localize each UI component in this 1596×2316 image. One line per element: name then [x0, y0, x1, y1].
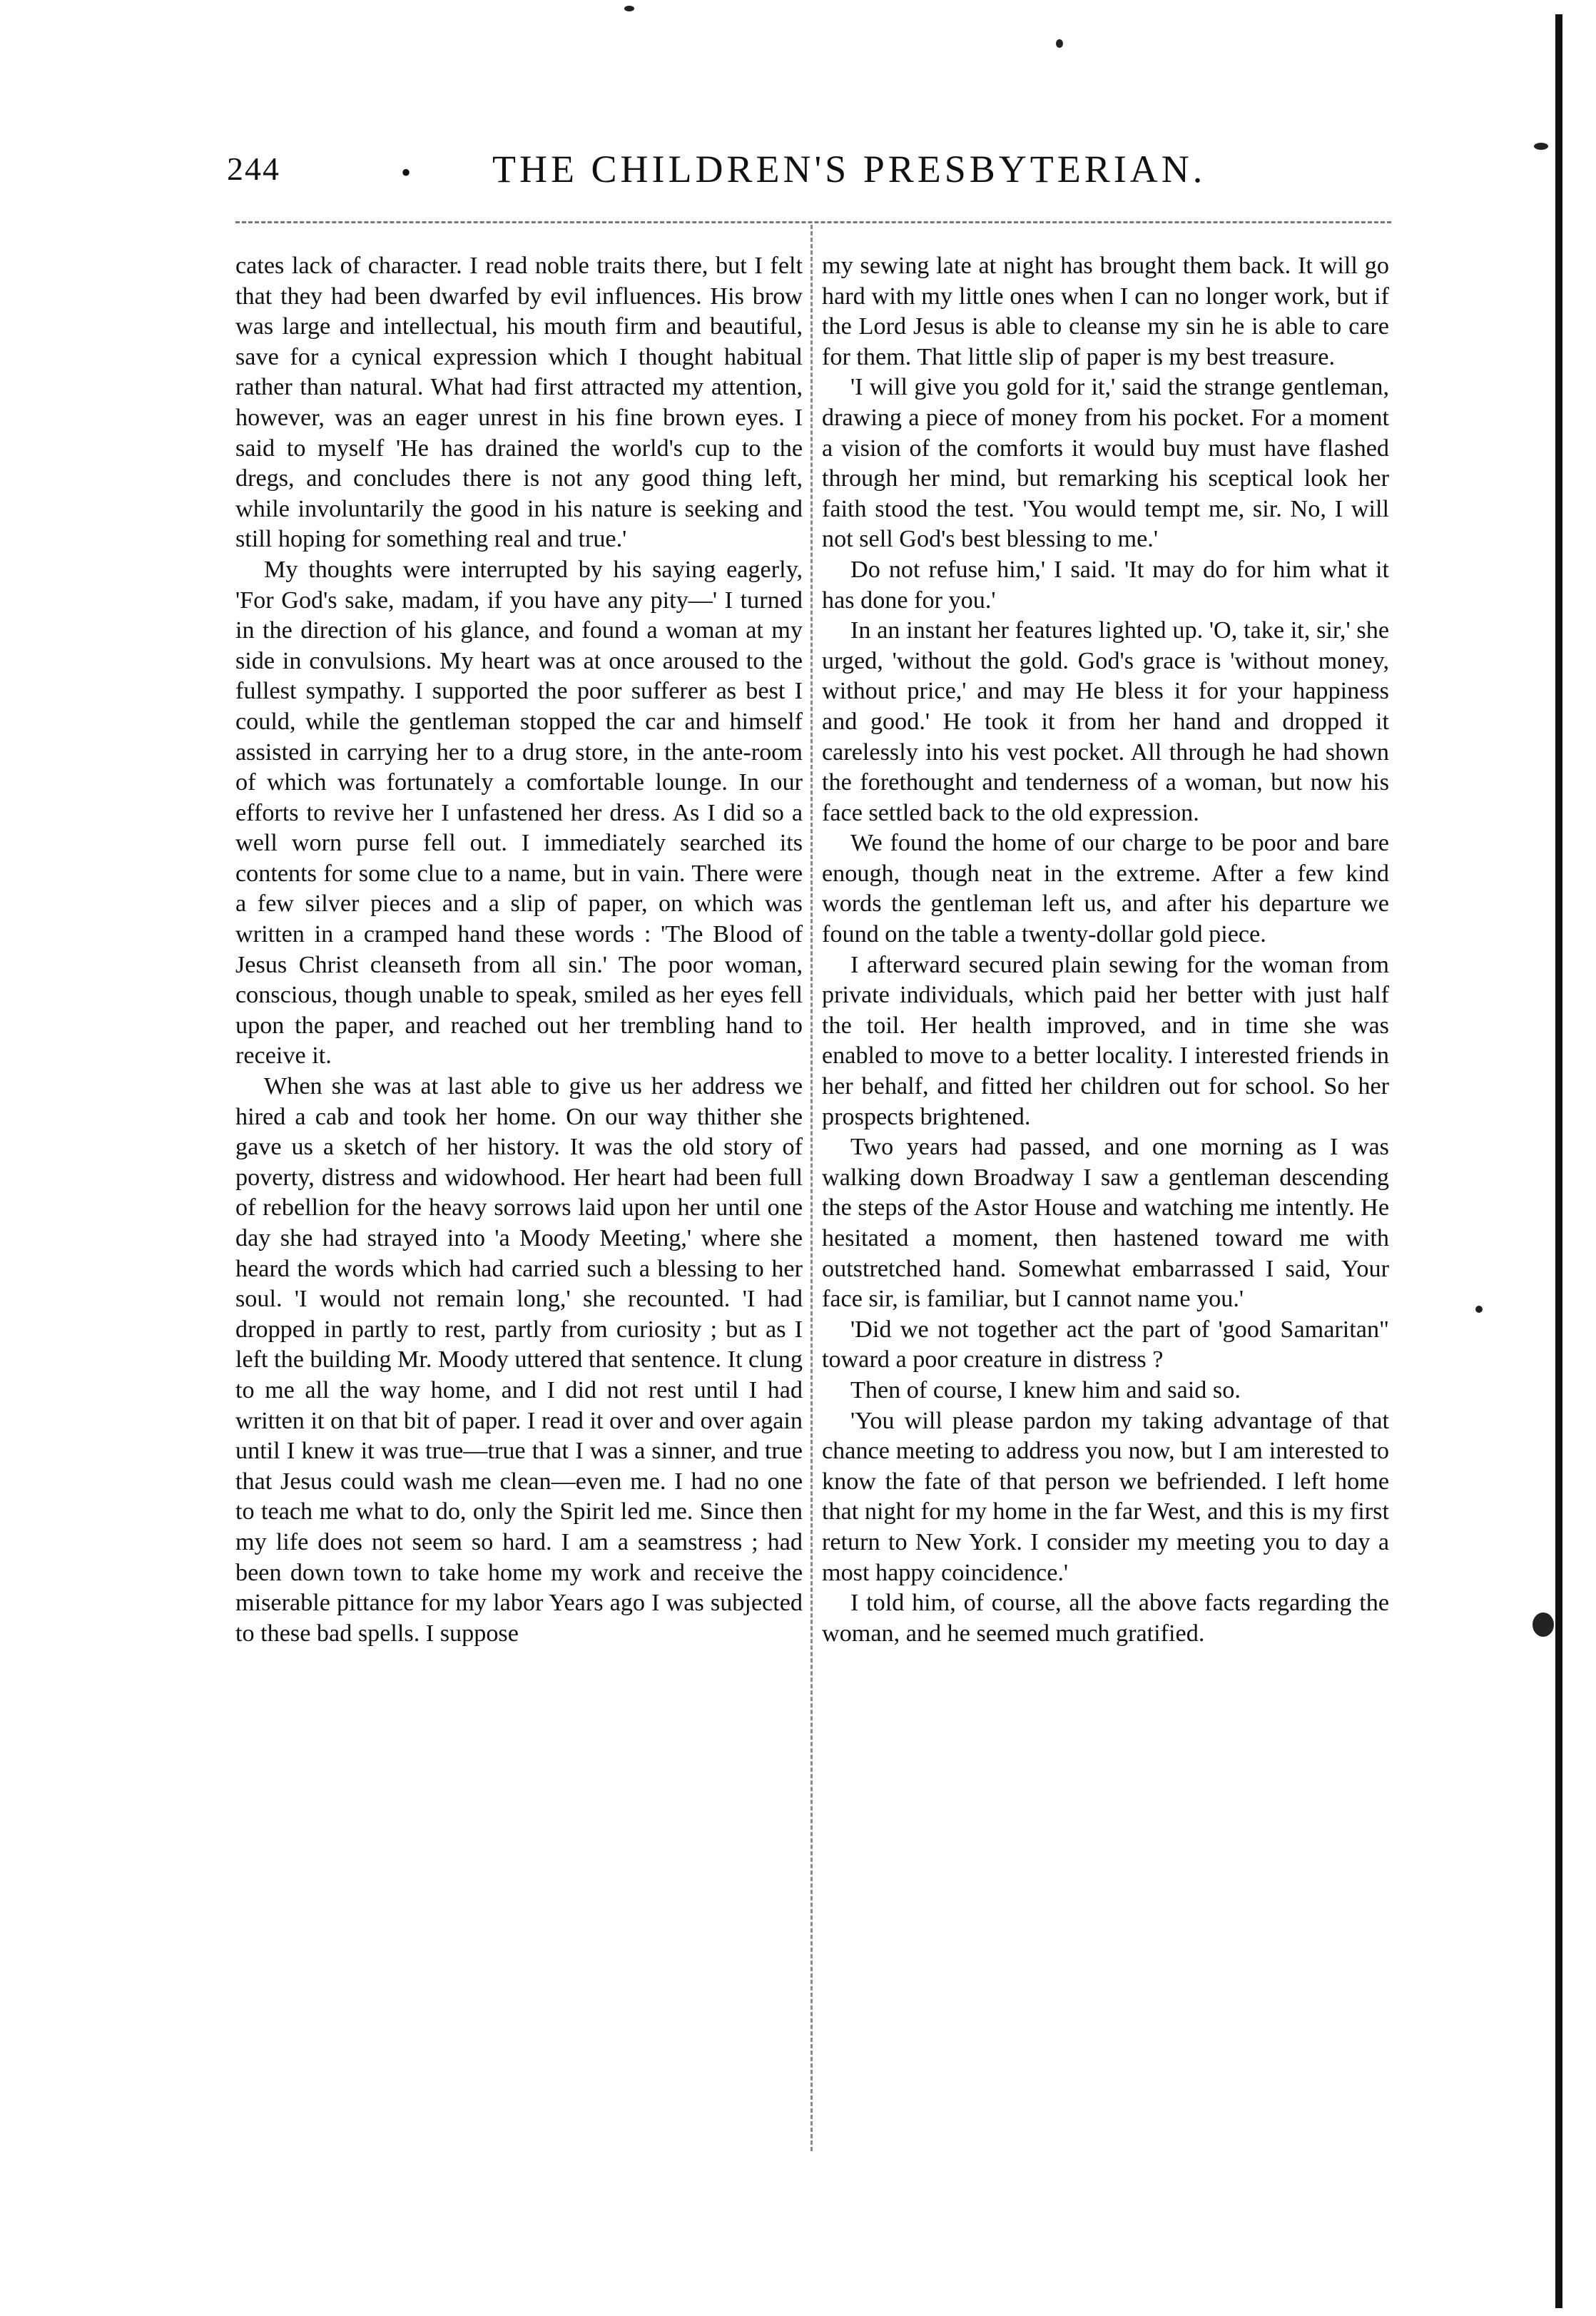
paragraph: I told him, of course, all the above facts regarding the woman, and he seemed much gratified. [822, 1590, 1389, 1647]
paragraph: We found the home of our charge to be poor and bare enough, though neat in the extreme. After a few kind words the gentleman left us, and after his departure we found on the table a twenty-dollar gold piece. [822, 830, 1389, 948]
ink-speck [1056, 39, 1063, 48]
paragraph: 'Did we not together act the part of 'good Samaritan" toward a poor creature in distress ? [822, 1316, 1389, 1373]
paragraph: my sewing late at night has brought them back. It will go hard with my little ones when I can no longer work, but if the Lord Jesus is able to cleanse my sin he is able to care for them. That little slip of paper is my best treasure. [822, 253, 1389, 370]
paragraph: Then of course, I knew him and said so. [850, 1376, 1241, 1403]
column-divider [810, 225, 813, 2151]
paragraph: 'You will please pardon my taking advantage of that chance meeting to address you now, but I am interested to know the fate of that person we befriended. I left home that night for my home in the far West, and this is my first return to New York. I consider my meeting you to day a most happy coincidence.' [822, 1407, 1389, 1586]
ink-speck [624, 6, 634, 11]
paragraph: My thoughts were interrupted by his saying eagerly, 'For God's sake, madam, if you have any pity—' I turned in the direction of his glance, and found a woman at my side in convulsions. My heart was at once aroused to the fullest sympathy. I supported the poor sufferer as best I could, while the gentleman stopped the car and himself assisted in carrying her to a drug store, in the ante-room of which was fortunately a comfortable lounge. In our efforts to revive her I unfastened her dress. As I did so a well worn purse fell out. I immediately searched its contents for some clue to a name, but in vain. There were a few silver pieces and a slip of paper, on which was written in a cramped hand these words : 'The Blood of Jesus Christ cleanseth from all sin.' The poor woman, conscious, though unable to speak, smiled as her eyes fell upon the paper, and reached out her trembling hand to receive it. [235, 556, 803, 1070]
paragraph: When she was at last able to give us her address we hired a cab and took her home. On our way thither she gave us a sketch of her history. It was the old story of poverty, distress and widowhood. Her heart had been full of rebellion for the heavy sorrows laid upon her until one day she had strayed into 'a Moody Meeting,' where she heard the words which had carried such a blessing to her soul. 'I would not remain long,' she recounted. 'I had dropped in partly to rest, partly from curiosity ; but as I left the building Mr. Moody uttered that sentence. It clung to me all the way home, and I did not rest until I had written it on that bit of paper. I read it over and over again until I knew it was true—true that I was a sinner, and true that Jesus could wash me clean—even me. I had no one to teach me what to do, only the Spirit led me. Since then my life does not seem so hard. I am a seamstress ; had been down town to take home my work and receive the miserable pittance for my labor Years ago I was subjected to these bad spells. I suppose [235, 1073, 803, 1647]
ink-speck [1534, 143, 1548, 150]
ink-speck [1475, 1306, 1483, 1313]
header-rule [235, 221, 1391, 223]
header-dot: • [401, 156, 412, 188]
page-binding-edge [1555, 14, 1562, 2308]
paragraph: 'I will give you gold for it,' said the strange gentleman, drawing a piece of money from his pocket. For a moment a vision of the comforts it would buy must have flashed through her mind, but remarking his sceptical look her faith stood the test. 'You would tempt me, sir. No, I will not sell God's best blessing to me.' [822, 374, 1389, 553]
ink-speck [1533, 1612, 1554, 1637]
paragraph: Two years had passed, and one morning as I was walking down Broadway I saw a gentleman descending the steps of the Astor House and watching me intently. He hesitated a moment, then hastened toward me with outstretched hand. Somewhat embarrassed I said, Your face sir, is familiar, but I cannot name you.' [822, 1134, 1389, 1313]
left-column [235, 251, 803, 1649]
right-column [822, 251, 1389, 1649]
paragraph: Do not refuse him,' I said. 'It may do for him what it has done for you.' [822, 556, 1389, 614]
paragraph: In an instant her features lighted up. 'O, take it, sir,' she urged, 'without the gold. God's grace is 'without money, without price,' and may He bless it for your happiness and good.' He took it from her hand and dropped it carelessly into his vest pocket. All through he had shown the forethought and tenderness of a woman, but now his face settled back to the old expression. [822, 617, 1389, 826]
running-title: THE CHILDREN'S PRESBYTERIAN. [492, 148, 1206, 191]
paragraph: I afterward secured plain sewing for the woman from private individuals, which paid her better with just half the toil. Her health improved, and in time she was enabled to move to a better locality. I interested friends in her behalf, and fitted her children out for school. So her prospects brightened. [822, 951, 1389, 1130]
paragraph: cates lack of character. I read noble traits there, but I felt that they had been dwarfed by evil influences. His brow was large and intellectual, his mouth firm and beautiful, save for a cynical expression which I thought habitual rather than natural. What had first attracted my attention, however, was an eager unrest in his fine brown eyes. I said to myself 'He has drained the world's cup to the dregs, and concludes there is not any good thing left, while involuntarily the good in his nature is seeking and still hoping for something real and true.' [235, 253, 803, 553]
page-number: 244 [227, 151, 280, 187]
